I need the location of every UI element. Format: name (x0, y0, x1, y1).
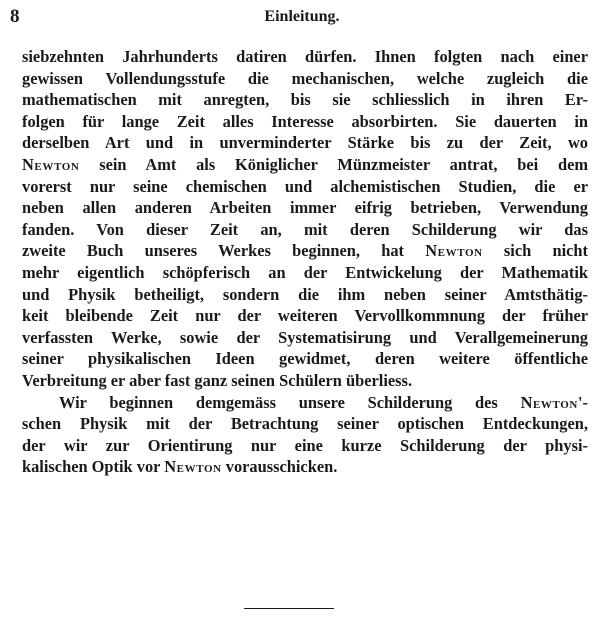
text-line: Verbreitung er aber fast ganz seinen Schülern überliess. (22, 370, 413, 390)
text-line: verfassten Werke, sowie der Systematisirung und Verallgemeinerung (22, 327, 588, 347)
running-title: Einleitung. (264, 8, 340, 25)
name-newton: Newton (22, 154, 80, 174)
text-line: keit bleibende Zeit nur der weiteren Vervollkommnung der früher (22, 306, 588, 326)
text-run: vorausschicken. (221, 457, 338, 477)
text-run: sich nicht (482, 241, 588, 261)
text-line (22, 240, 588, 262)
text-line: und Physik betheiligt, sondern die ihm neben seiner Amtsthätig- (22, 284, 588, 304)
text-line (22, 392, 588, 414)
text-line: fanden. Von dieser Zeit an, mit deren Schilderung wir das (22, 219, 588, 239)
paragraph-1 (22, 46, 588, 392)
text-line: neben allen anderen Arbeiten immer eifrig betrieben, Verwendung (22, 198, 588, 218)
text-run: Wir beginnen demgemäss unsere Schilderung des (59, 392, 521, 412)
text-line: gewissen Vollendungsstufe die mechanischen, welche zugleich die (22, 68, 588, 88)
section-end-rule (244, 608, 334, 609)
name-newton: Newton (520, 392, 578, 412)
text-line (22, 456, 588, 478)
text-line: folgen für lange Zeit alles Interesse absorbirten. Sie dauerten in (22, 111, 588, 131)
name-newton: Newton (164, 457, 222, 477)
text-run: sein Amt als Königlicher Münzmeister antrat, bei dem (79, 154, 588, 174)
text-line: mehr eigentlich schöpferisch an der Entwickelung der Mathematik (22, 262, 588, 282)
text-line: derselben Art und in unverminderter Stärke bis zu der Zeit, wo (22, 133, 588, 153)
text-run: kalischen Optik vor (22, 457, 165, 477)
body-text (22, 46, 588, 478)
text-line: seiner physikalischen Ideen gewidmet, deren weitere öffentliche (22, 349, 588, 369)
text-line (22, 154, 588, 176)
text-line: schen Physik mit der Betrachtung seiner optischen Entdeckungen, (22, 414, 588, 434)
text-run: '- (577, 392, 588, 412)
text-line: der wir zur Orientirung nur eine kurze Schilderung der physi- (22, 435, 588, 455)
name-newton: Newton (425, 241, 483, 261)
paragraph-2 (22, 392, 588, 478)
text-line: vorerst nur seine chemischen und alchemistischen Studien, die er (22, 176, 588, 196)
running-head (10, 6, 594, 30)
page-number: 8 (10, 6, 20, 27)
text-line: siebzehnten Jahrhunderts datiren dürfen. Ihnen folgten nach einer (22, 47, 588, 66)
text-run: zweite Buch unseres Werkes beginnen, hat (22, 241, 426, 261)
text-line: mathematischen mit anregten, bis sie schliesslich in ihren Er- (22, 90, 588, 110)
